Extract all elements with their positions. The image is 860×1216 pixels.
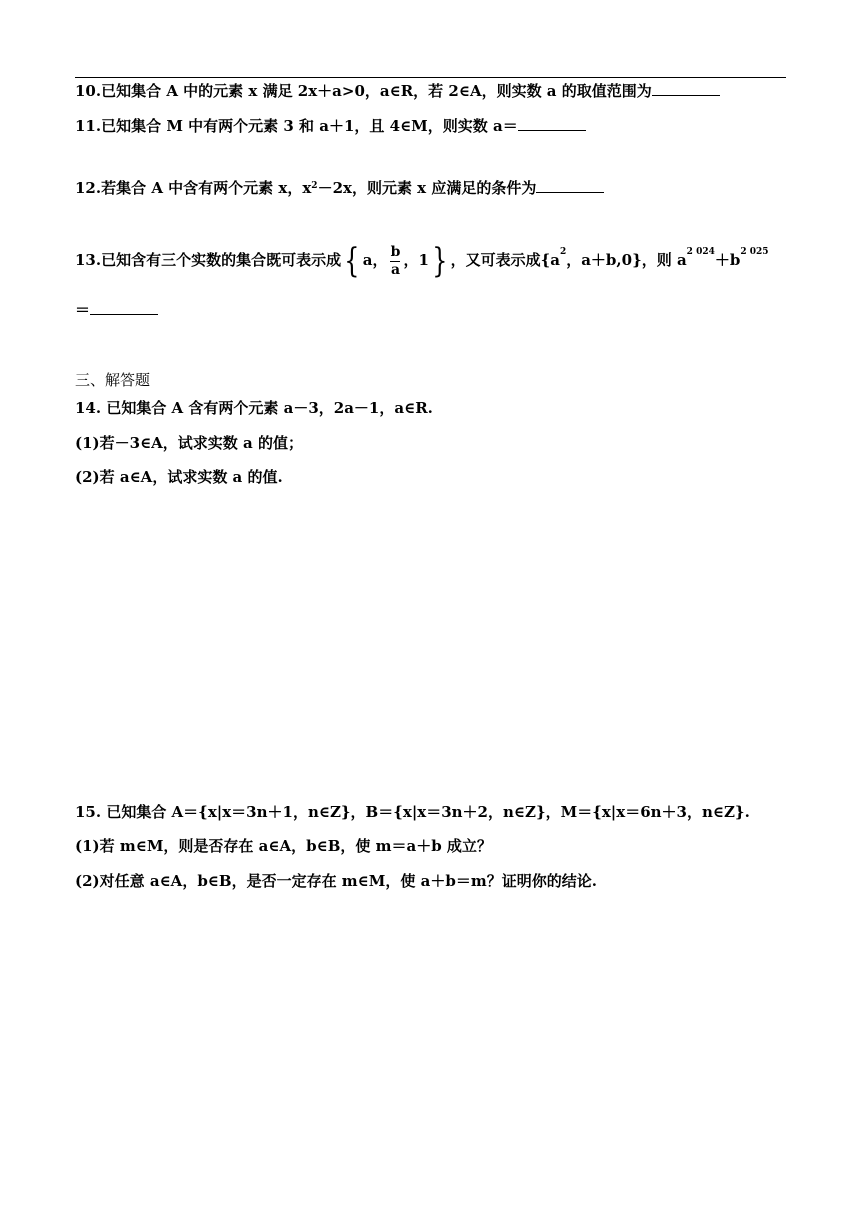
question-12-post: －2x，则元素 x 应满足的条件为 (317, 179, 537, 197)
question-14-part-1: (1)若－3∈A，试求实数 a 的值； (75, 434, 303, 452)
set-brace-open: { (344, 241, 360, 281)
question-15-part-2: (2)对任意 a∈A，b∈B，是否一定存在 m∈M，使 a＋b＝m？证明你的结论. (75, 872, 597, 890)
answer-blank (652, 81, 720, 96)
header-rule (75, 77, 786, 78)
set-brace-close: } (432, 241, 448, 281)
question-13-exponent-2024: 2 024 (686, 247, 715, 257)
question-12-pre: 12.若集合 A 中含有两个元素 x，x (75, 179, 312, 197)
question-12-exponent: 2 (311, 181, 318, 191)
question-13-plus: ＋b (714, 251, 741, 269)
set-element-a: a， (362, 251, 388, 269)
question-10 (75, 81, 720, 101)
section-title: 三、解答题 (75, 371, 151, 389)
fraction-denominator: a (390, 261, 401, 278)
question-11-text: 11.已知集合 M 中有两个元素 3 和 a＋1，且 4∈M，则实数 a＝ (75, 117, 518, 135)
question-13-mid: ，又可表示成{a (450, 251, 560, 269)
question-13-exponent-2025: 2 025 (740, 247, 769, 257)
question-14-part-2: (2)若 a∈A，试求实数 a 的值. (75, 468, 283, 486)
question-10-text: 10.已知集合 A 中的元素 x 满足 2x＋a>0，a∈R，若 2∈A，则实数 a 的取值范围为 (75, 82, 652, 100)
answer-blank (518, 116, 586, 131)
answer-blank (90, 300, 158, 315)
fraction-numerator: b (390, 243, 401, 260)
question-13-mid2: ，a＋b,0}，则 a (566, 251, 687, 269)
question-13 (75, 241, 769, 281)
question-15-stem: 15. 已知集合 A＝{x|x＝3n＋1，n∈Z}，B＝{x|x＝3n＋2，n∈Z}，M＝{x|x＝6n＋3，n∈Z}. (75, 803, 750, 821)
answer-blank (536, 178, 604, 193)
question-12 (75, 178, 604, 198)
question-11 (75, 116, 586, 136)
question-15-part-1: (1)若 m∈M，则是否存在 a∈A，b∈B，使 m＝a＋b 成立？ (75, 837, 492, 855)
question-13-pre: 13.已知含有三个实数的集合既可表示成 (75, 251, 342, 269)
question-13-line2 (75, 300, 158, 320)
question-14-stem: 14. 已知集合 A 含有两个元素 a－3，2a－1，a∈R. (75, 399, 433, 417)
question-13-exponent-2: 2 (559, 247, 567, 257)
question-13-equals: ＝ (75, 301, 91, 319)
set-element-one: ，1 (403, 251, 429, 269)
fraction-b-over-a (390, 245, 400, 278)
